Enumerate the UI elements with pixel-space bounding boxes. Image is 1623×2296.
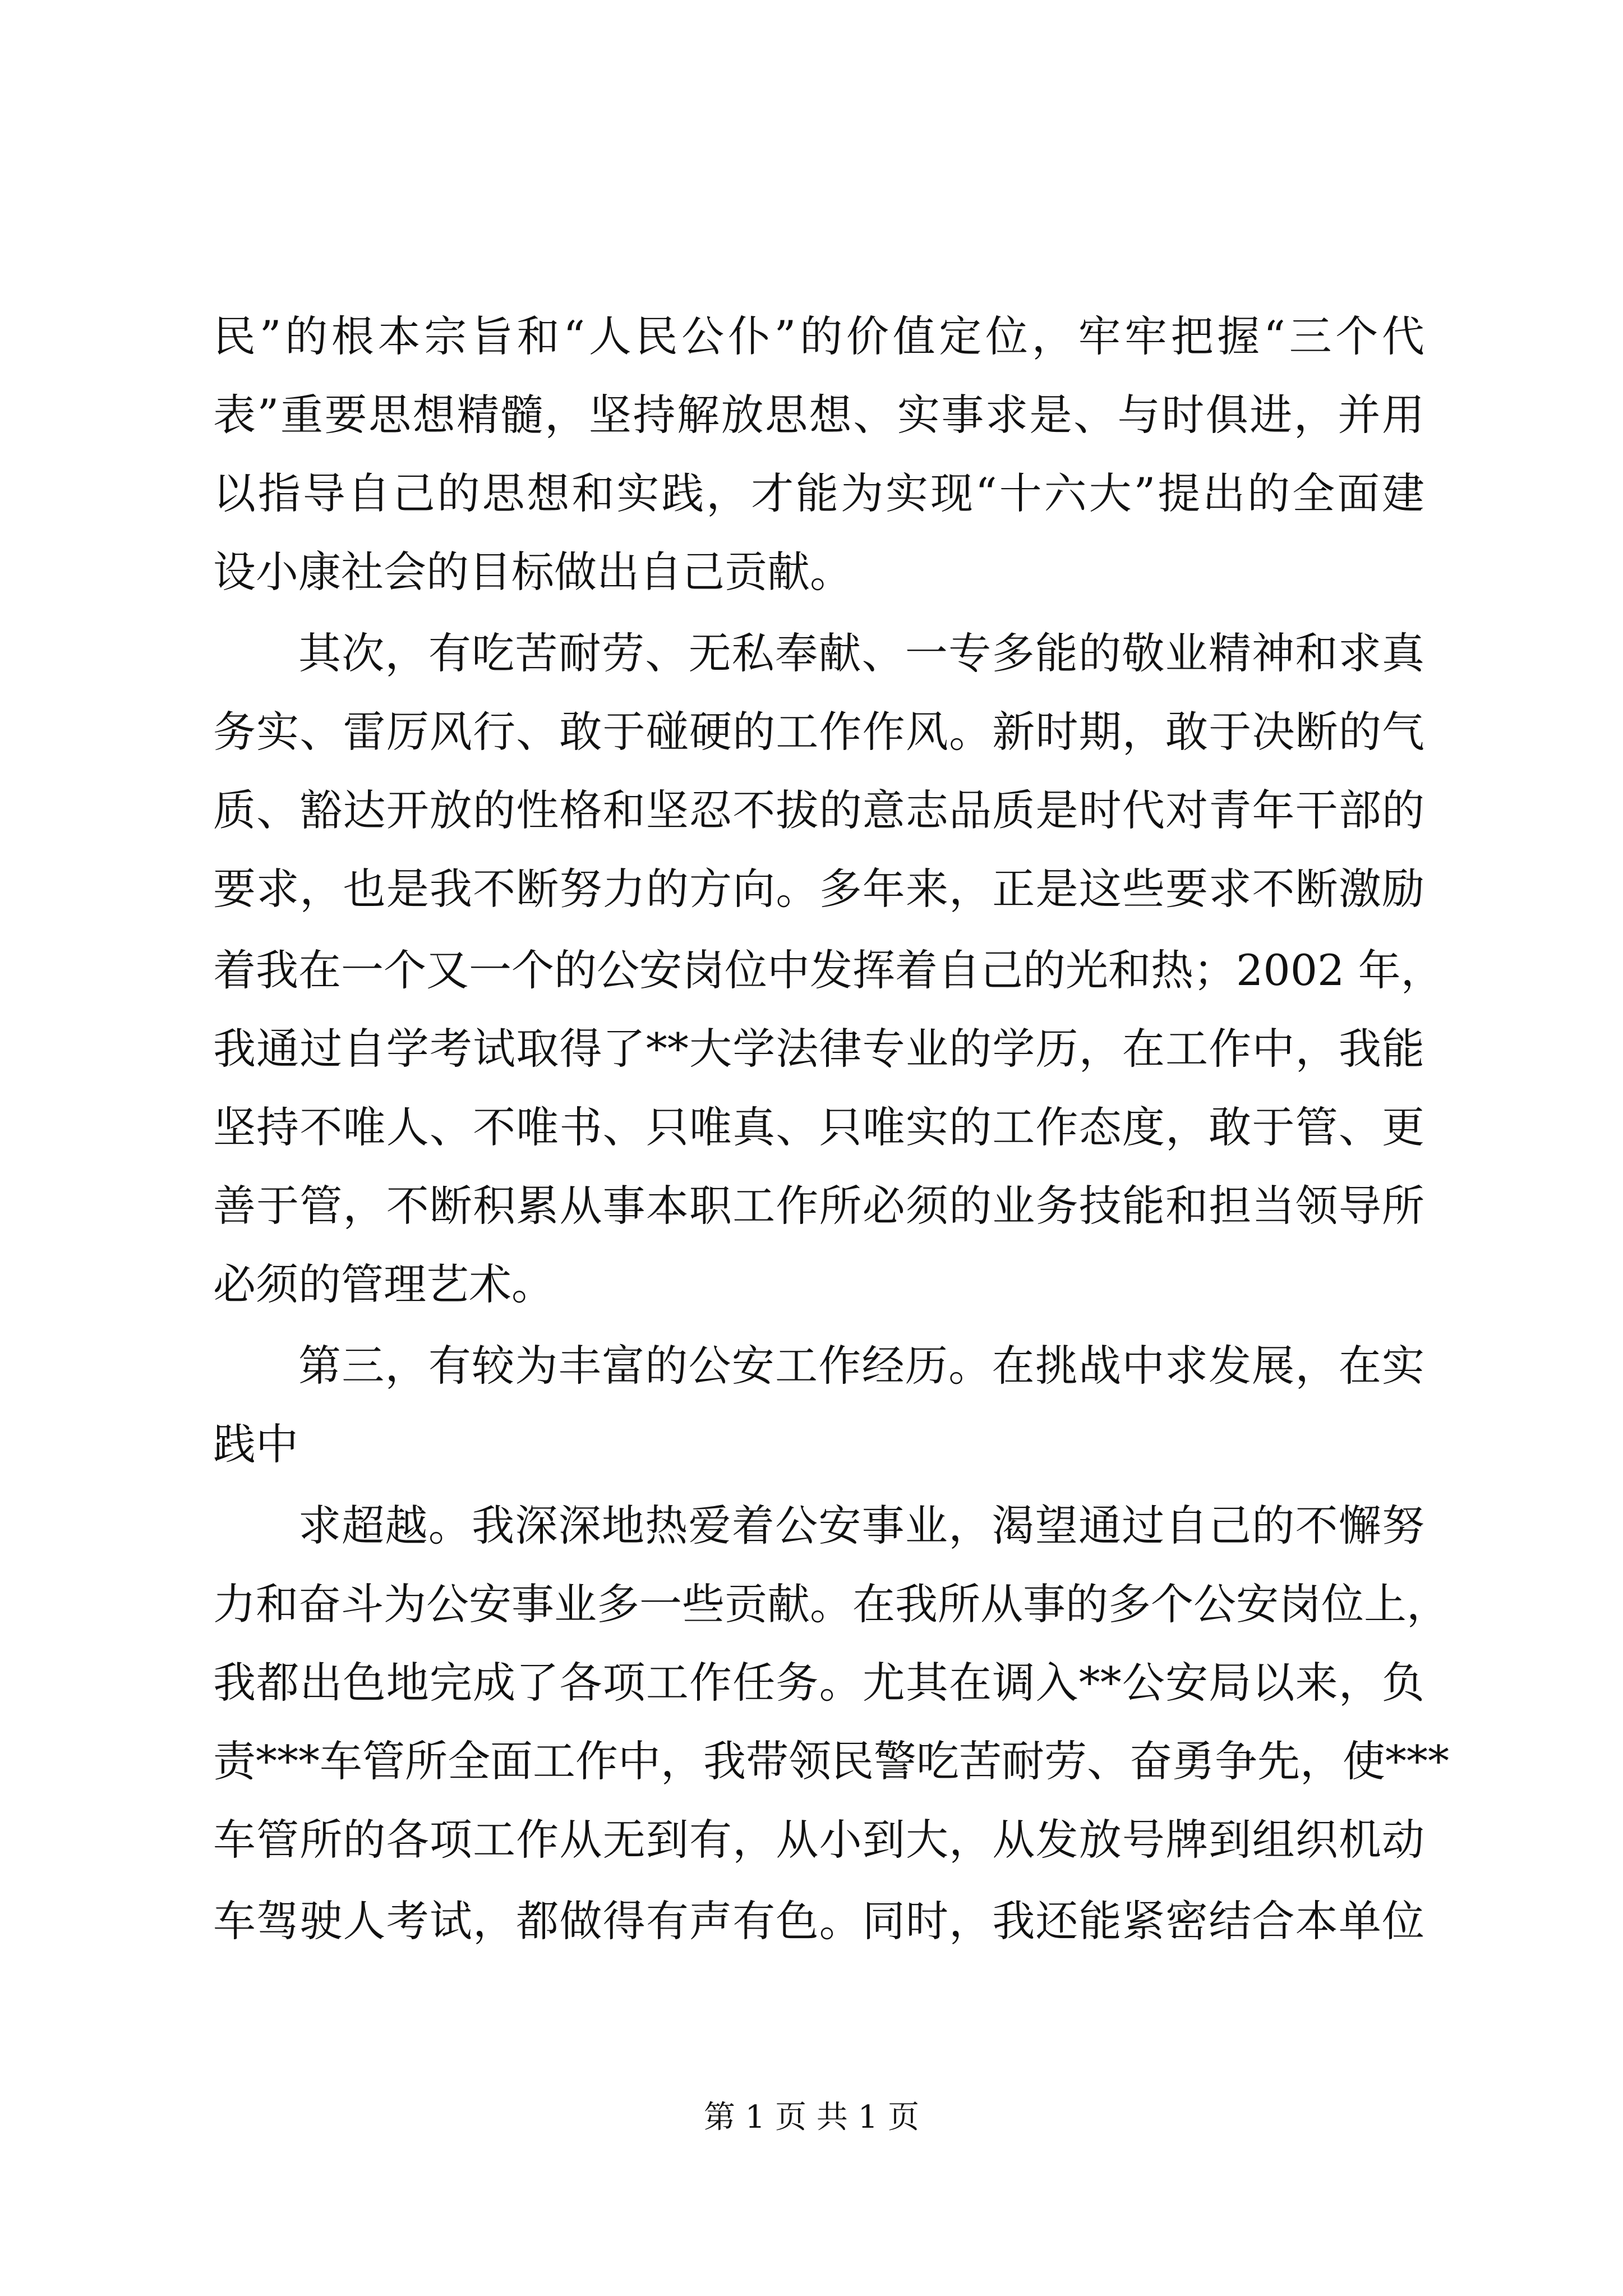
text-line: 务实、雷厉风行、敢于碰硬的工作作风。新时期，敢于决断的气	[213, 707, 1424, 757]
text-line: 民”的根本宗旨和“人民公仆”的价值定位，牢牢把握“三个代	[213, 311, 1424, 361]
paragraph-first-line: 其次，有吃苦耐劳、无私奉献、一专多能的敬业精神和求真	[298, 628, 1424, 678]
text-line: 必须的管理艺术。	[213, 1259, 554, 1309]
text-line: 设小康社会的目标做出自己贡献。	[213, 547, 852, 597]
text-line: 践中	[213, 1419, 298, 1469]
text-line: 我都出色地完成了各项工作任务。尤其在调入**公安局以来，负	[213, 1658, 1424, 1708]
text-line: 我通过自学考试取得了**大学法律专业的学历，在工作中，我能	[213, 1024, 1424, 1074]
text-line: 坚持不唯人、不唯书、只唯真、只唯实的工作态度，敢于管、更	[213, 1102, 1424, 1152]
text-line: 力和奋斗为公安事业多一些贡献。在我所从事的多个公安岗位上，	[213, 1579, 1449, 1629]
page-number-footer: 第 1 页 共 1 页	[703, 2099, 920, 2136]
text-line: 车管所的各项工作从无到有，从小到大，从发放号牌到组织机动	[213, 1815, 1424, 1865]
text-line: 以指导自己的思想和实践，才能为实现“十六大”提出的全面建	[213, 468, 1424, 518]
paragraph-first-line: 求超越。我深深地热爱着公安事业，渴望通过自己的不懈努	[298, 1501, 1424, 1550]
paragraph-first-line: 第三，有较为丰富的公安工作经历。在挑战中求发展，在实	[298, 1341, 1424, 1391]
text-line: 责***车管所全面工作中，我带领民警吃苦耐劳、奋勇争先，使***	[213, 1736, 1449, 1786]
text-line: 善于管，不断积累从事本职工作所必须的业务技能和担当领导所	[213, 1181, 1424, 1231]
text-line: 质、豁达开放的性格和坚忍不拔的意志品质是时代对青年干部的	[213, 785, 1424, 835]
text-line: 着我在一个又一个的公安岗位中发挥着自己的光和热；2002 年，	[213, 945, 1444, 995]
text-line: 表”重要思想精髓，坚持解放思想、实事求是、与时俱进，并用	[213, 390, 1424, 440]
text-line: 车驾驶人考试，都做得有声有色。同时，我还能紧密结合本单位	[213, 1896, 1424, 1946]
text-line: 要求，也是我不断努力的方向。多年来，正是这些要求不断激励	[213, 864, 1424, 914]
